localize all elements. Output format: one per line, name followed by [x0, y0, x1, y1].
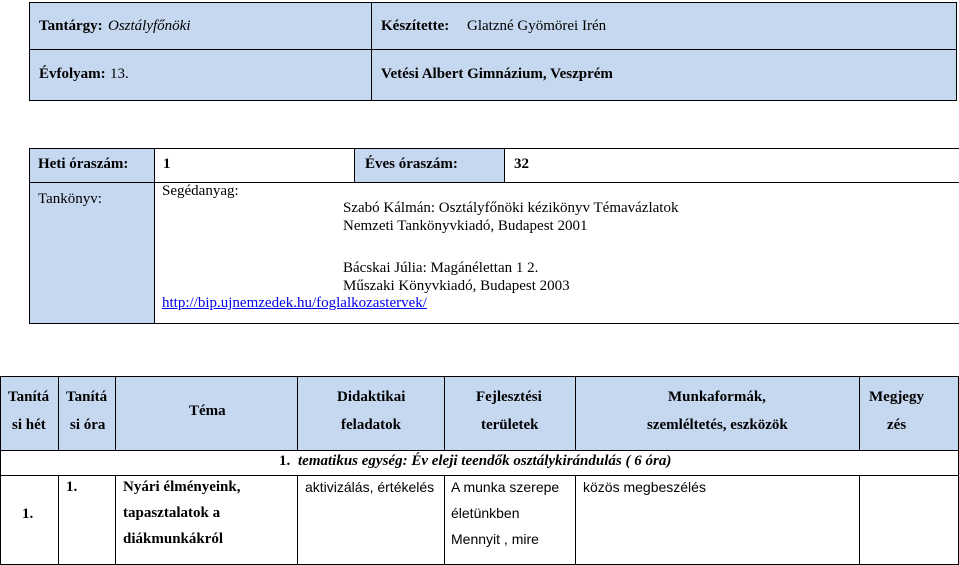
resource-link[interactable]: http://bip.ujnemzedek.hu/foglalkozastervek/: [162, 295, 427, 311]
yearly-hours-label: Éves óraszám:: [365, 156, 458, 172]
weekly-hours-value-cell: [154, 148, 355, 183]
header-didactic-line-1: Didaktikai: [337, 389, 406, 405]
header-notes-cell: [859, 376, 959, 451]
row1-notes-cell: [859, 475, 959, 565]
header-development-cell: [444, 376, 576, 451]
yearly-hours-value-cell: [504, 148, 959, 183]
header-week-line-2: si hét: [12, 417, 46, 433]
row1-development-line-2: életünkben: [451, 505, 520, 521]
header-forms-line-2: szemléltetés, eszközök: [647, 417, 788, 433]
row1-development-line-3: Mennyit , mire: [451, 531, 539, 547]
aux-label: Segédanyag:: [162, 183, 239, 199]
header-forms-cell: [575, 376, 860, 451]
textbook-label: Tankönyv:: [38, 191, 102, 207]
reference-1-line-1: Szabó Kálmán: Osztályfőnöki kézikönyv Témavázlatok: [343, 200, 679, 216]
school-name: Vetési Albert Gimnázium, Veszprém: [381, 66, 613, 82]
row1-development-line-1: A munka szerepe: [451, 479, 560, 495]
row1-week: 1.: [22, 506, 34, 522]
row1-lesson: 1.: [66, 479, 78, 495]
subject-value: Osztályfőnöki: [108, 18, 191, 34]
header-week-cell: [0, 376, 59, 451]
weekly-hours-label: Heti óraszám:: [38, 156, 129, 172]
header-development-line-2: területek: [481, 417, 539, 433]
header-notes-line-1: Megjegy: [869, 389, 924, 405]
subject-label: Tantárgy:: [39, 18, 103, 34]
reference-1-line-2: Nemzeti Tankönyvkiadó, Budapest 2001: [343, 218, 588, 234]
header-didactic-line-2: feladatok: [341, 417, 401, 433]
author-cell: [371, 2, 957, 50]
author-value: Glatzné Gyömörei Irén: [467, 18, 607, 34]
yearly-hours-value: 32: [514, 156, 529, 172]
header-lesson-line-2: si óra: [70, 417, 106, 433]
header-notes-line-2: zés: [887, 417, 907, 433]
header-week-line-1: Tanítá: [8, 389, 50, 405]
grade-label: Évfolyam:: [39, 66, 106, 82]
unit-title: tematikus egység: Év eleji teendők osztálykirándulás ( 6 óra): [298, 453, 672, 469]
header-development-line-1: Fejlesztési: [476, 389, 542, 405]
reference-2-line-1: Bácskai Júlia: Magánélettan 1 2.: [343, 260, 539, 276]
row1-topic-line-2: tapasztalatok a: [123, 505, 221, 521]
weekly-hours-value: 1: [163, 156, 171, 172]
row1-didactic: aktivizálás, értékelés: [305, 479, 435, 495]
row1-forms: közös megbeszélés: [583, 479, 706, 495]
author-label: Készítette:: [381, 18, 450, 34]
row1-topic-line-3: diákmunkákról: [123, 531, 224, 547]
header-forms-line-1: Munkaformák,: [668, 389, 766, 405]
unit-number: 1.: [279, 453, 291, 469]
header-didactic-cell: [297, 376, 445, 451]
header-lesson-cell: [58, 376, 116, 451]
row1-topic-line-1: Nyári élményeink,: [123, 479, 241, 495]
header-topic: Téma: [189, 403, 226, 419]
reference-2-line-2: Műszaki Könyvkiadó, Budapest 2003: [343, 278, 570, 294]
grade-value: 13.: [110, 66, 129, 82]
header-lesson-line-1: Tanítá: [66, 389, 108, 405]
